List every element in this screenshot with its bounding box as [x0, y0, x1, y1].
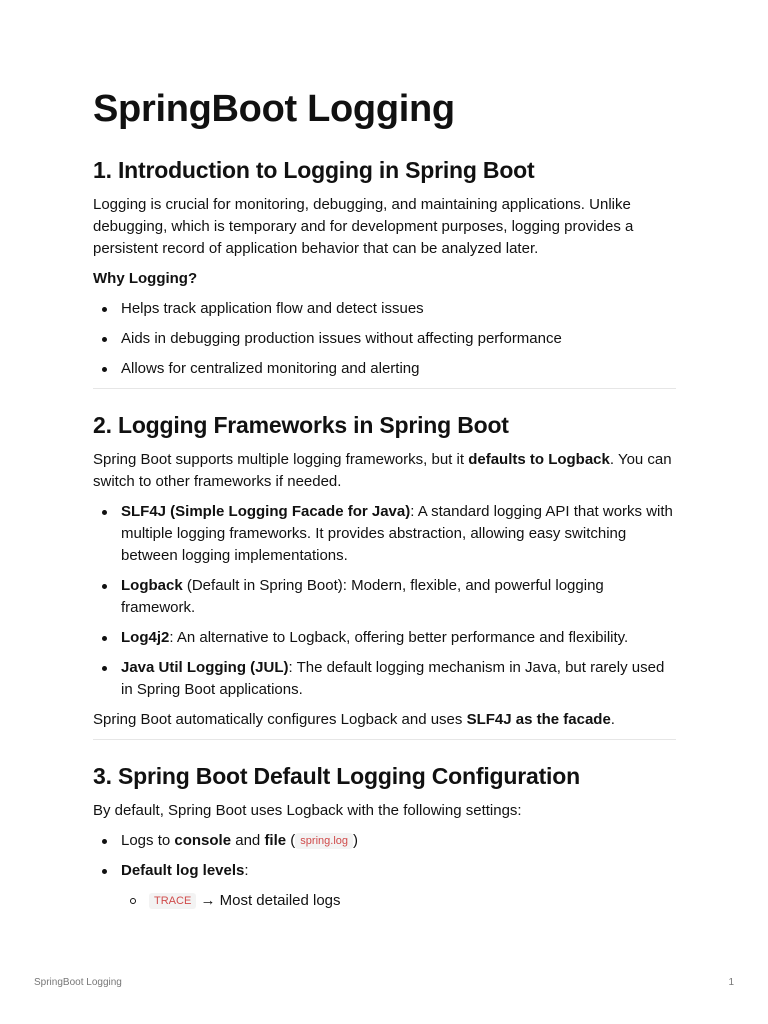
bullet-icon: [102, 307, 107, 312]
list-item: Java Util Logging (JUL): The default logging mechanism in Java, but rarely used in Spring Boot applications.: [121, 657, 676, 701]
list-item: Default log levels: TRACE → Most detailed logs: [121, 860, 676, 912]
section-divider: [93, 739, 676, 740]
list-item: Log4j2: An alternative to Logback, offering better performance and flexibility.: [121, 627, 676, 649]
inline-code: TRACE: [149, 893, 196, 909]
why-logging-label: Why Logging?: [93, 270, 198, 287]
log-levels-list: [121, 890, 676, 912]
list-item: TRACE → Most detailed logs: [149, 890, 676, 912]
list-item: Allows for centralized monitoring and alerting: [121, 358, 676, 380]
document-body: [93, 86, 676, 920]
list-item: Helps track application flow and detect issues: [121, 298, 676, 320]
circle-bullet-icon: [130, 898, 136, 904]
bullet-icon: [102, 636, 107, 641]
section-3-intro: By default, Spring Boot uses Logback with the following settings:: [93, 802, 522, 819]
section-1-intro: Logging is crucial for monitoring, debugging, and maintaining applications. Unlike debugging, which is temporary and for development purposes, logging provides a persistent record of application behavior that can be analyzed later.: [93, 196, 634, 257]
defaults-list: [93, 830, 676, 912]
bullet-icon: [102, 869, 107, 874]
section-3-heading: 3. Spring Boot Default Logging Configuration: [93, 763, 580, 789]
footer-title: SpringBoot Logging: [34, 977, 122, 988]
bullet-icon: [102, 839, 107, 844]
bullet-icon: [102, 337, 107, 342]
page-title: SpringBoot Logging: [93, 88, 455, 130]
bullet-icon: [102, 666, 107, 671]
frameworks-list: [93, 501, 676, 701]
list-item: Logback (Default in Spring Boot): Modern, flexible, and powerful logging framework.: [121, 575, 676, 619]
section-2-heading: 2. Logging Frameworks in Spring Boot: [93, 412, 509, 438]
section-1-heading: 1. Introduction to Logging in Spring Boot: [93, 157, 535, 183]
why-logging-list: [93, 298, 676, 380]
bullet-icon: [102, 367, 107, 372]
inline-code: spring.log: [295, 833, 353, 849]
list-item: SLF4J (Simple Logging Facade for Java): A standard logging API that works with multiple logging frameworks. It provides abstraction, allowing easy switching between logging implementations.: [121, 501, 676, 567]
bullet-icon: [102, 584, 107, 589]
section-2-intro: Spring Boot supports multiple logging frameworks, but it defaults to Logback. You can switch to other frameworks if needed.: [93, 451, 672, 490]
list-item: Logs to console and file ( spring.log ): [121, 830, 676, 852]
bullet-icon: [102, 510, 107, 515]
list-item: Aids in debugging production issues without affecting performance: [121, 328, 676, 350]
page-number: 1: [728, 977, 734, 988]
section-2-outro: Spring Boot automatically configures Logback and uses SLF4J as the facade.: [93, 711, 615, 728]
section-divider: [93, 388, 676, 389]
